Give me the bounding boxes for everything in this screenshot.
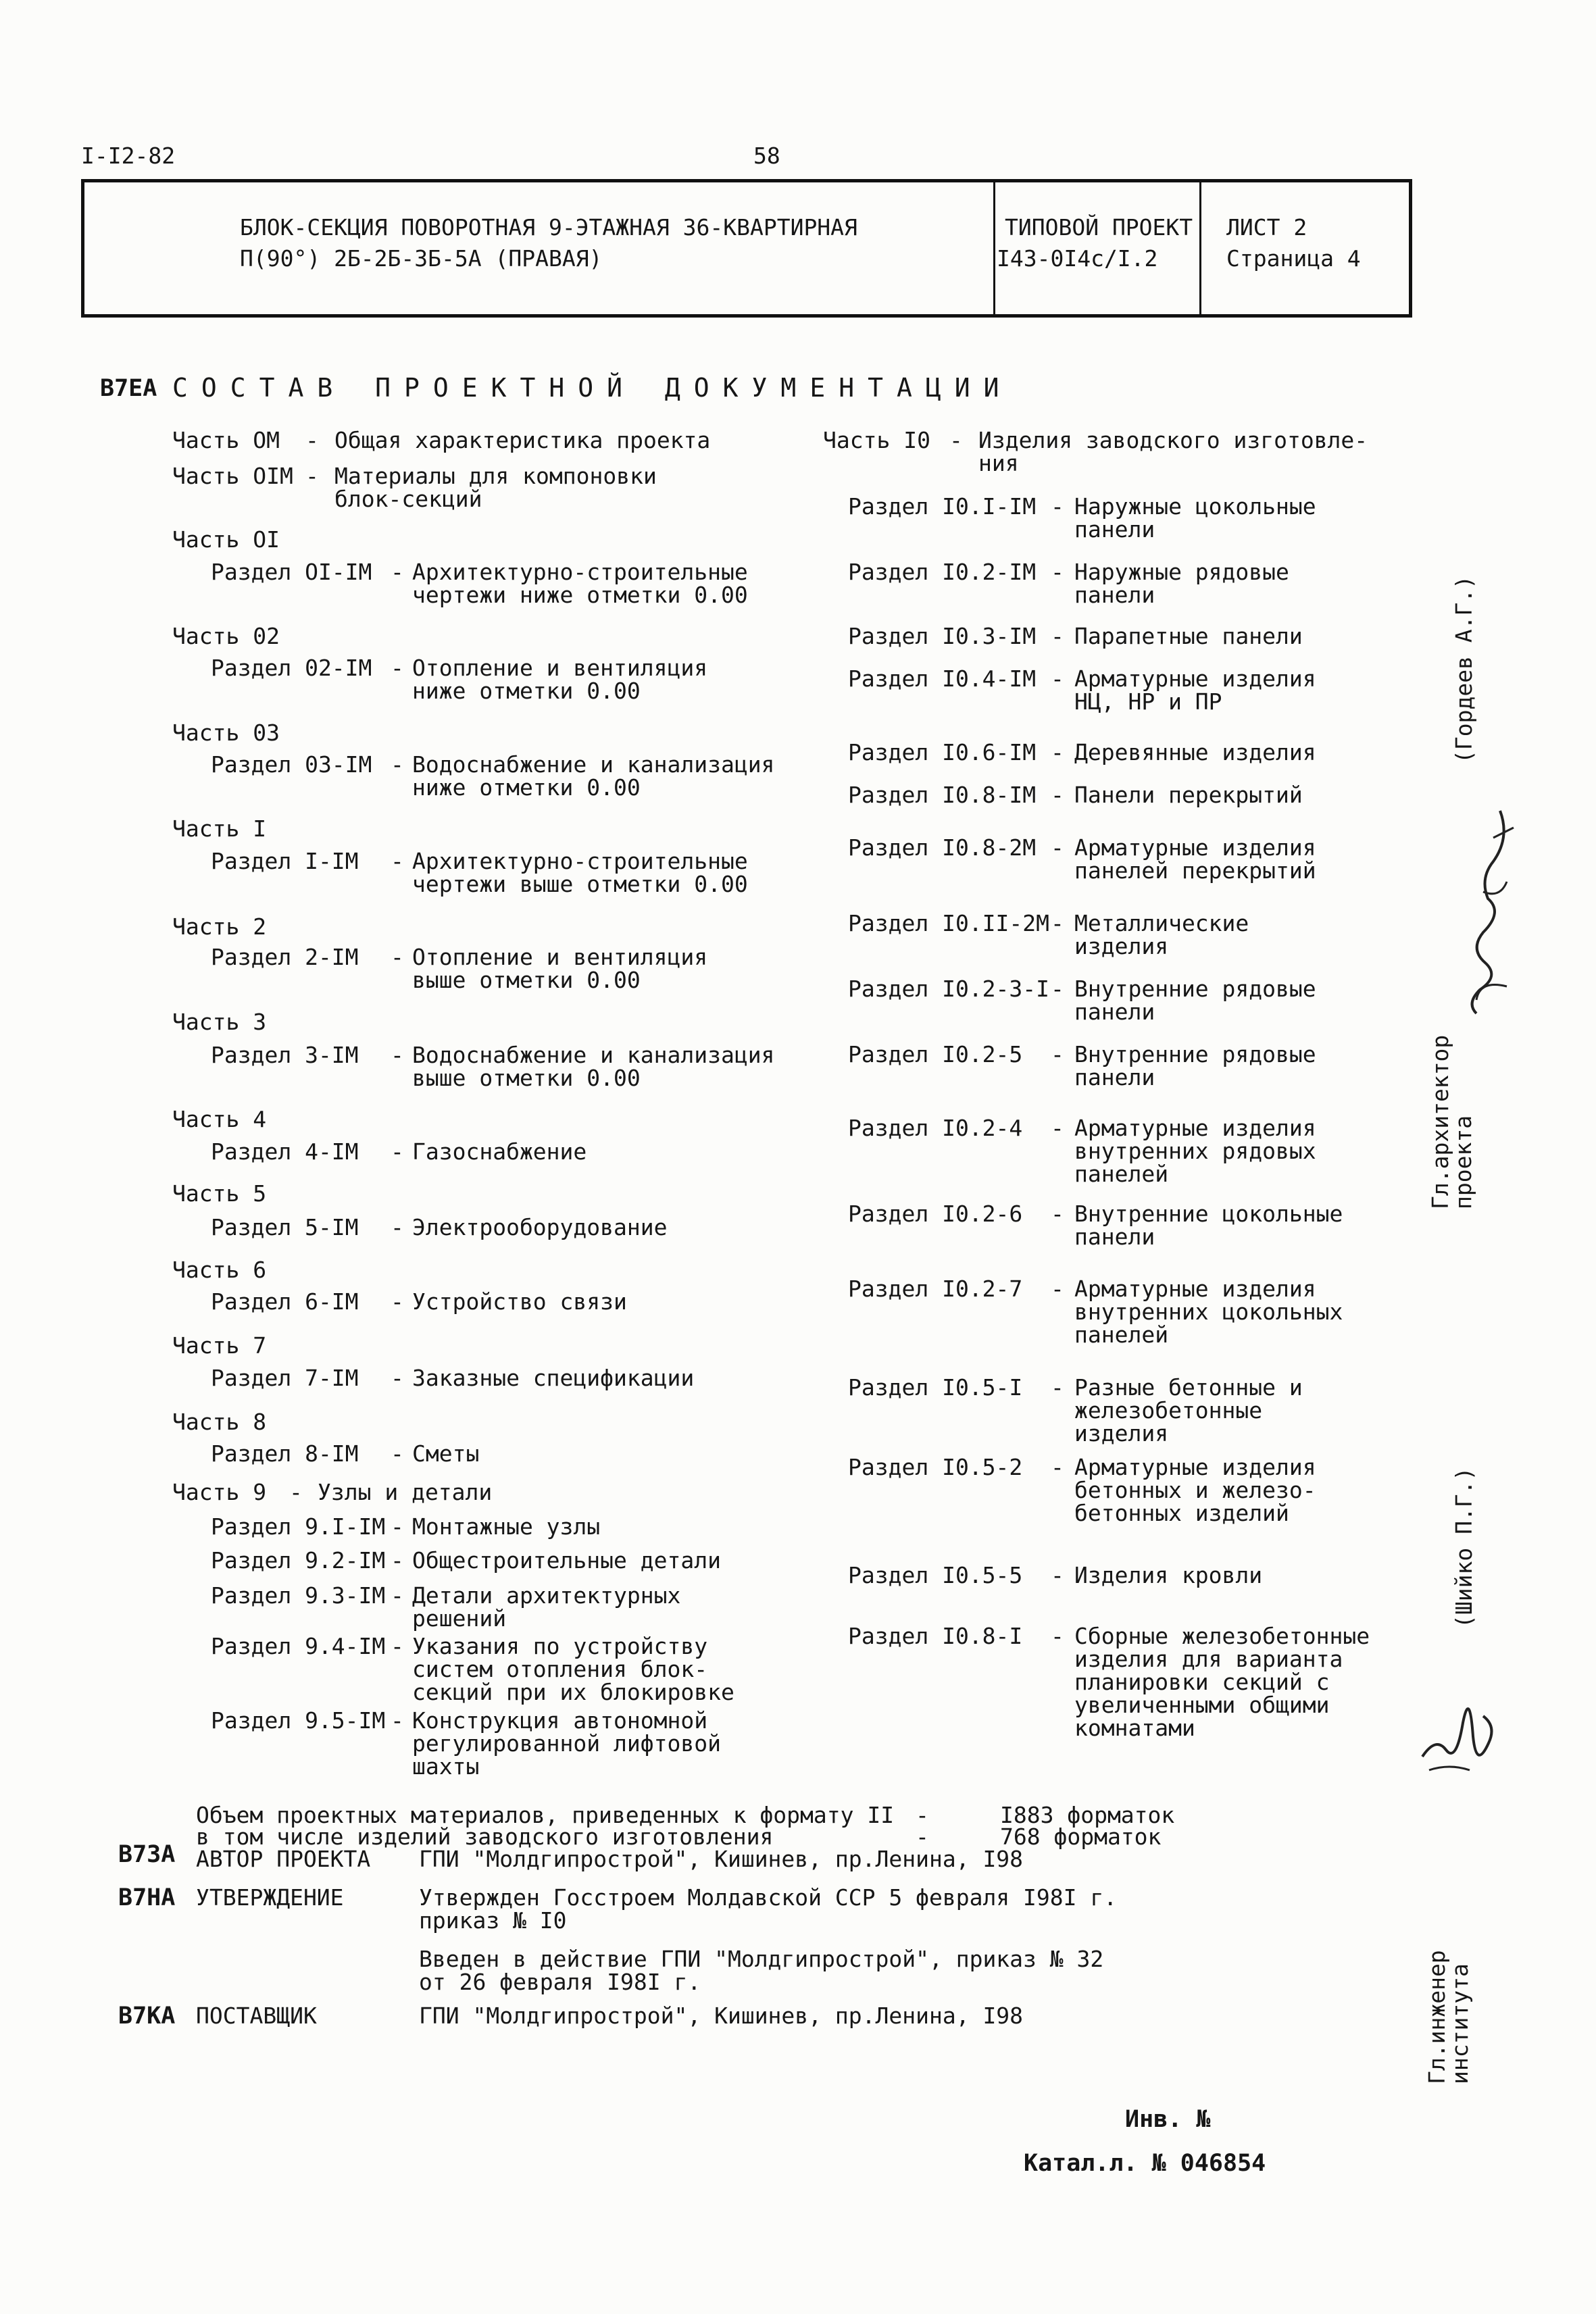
section-title: СОСТАВ ПРОЕКТНОЙ ДОКУМЕНТАЦИИ <box>172 373 1013 403</box>
entry-description: Отопление и вентиляция выше отметки 0.00 <box>412 944 708 993</box>
entry-description: Арматурные изделия внутренних цокольных панелей <box>1074 1276 1343 1348</box>
entry-dash: - <box>391 848 404 874</box>
entry-description: Отопление и вентиляция ниже отметки 0.00 <box>412 655 708 704</box>
page-number: 58 <box>753 143 780 169</box>
entry-dash: - <box>1051 559 1064 585</box>
entry-dash: - <box>391 1513 404 1540</box>
entry-dash: - <box>949 427 963 453</box>
entry-dash: - <box>1051 1276 1064 1302</box>
section-entry-label: Раздел 3-IМ <box>211 1042 359 1068</box>
section-entry-label: Раздел 5-IМ <box>211 1214 359 1240</box>
catalog-number: Катал.л. № 046854 <box>1024 2150 1266 2177</box>
entry-description: Устройство связи <box>412 1288 627 1315</box>
entry-dash: - <box>391 944 404 970</box>
entry-description: Водоснабжение и канализация выше отметки 0.00 <box>412 1042 775 1091</box>
entry-description: Материалы для компоновки блок-секций <box>334 463 657 512</box>
entry-dash: - <box>305 463 319 489</box>
part-entry-label: Часть ОI <box>172 526 280 553</box>
section-entry-label: Раздел I0.5-I <box>848 1374 1023 1401</box>
divider <box>1199 182 1201 314</box>
entry-dash: - <box>391 1138 404 1165</box>
entry-dash: - <box>1051 1562 1064 1588</box>
entry-description: Разные бетонные и железобетонные изделия <box>1074 1374 1303 1447</box>
part-entry-label: Часть I <box>172 815 267 842</box>
entry-dash: - <box>1051 1115 1064 1141</box>
entry-dash: - <box>1051 493 1064 520</box>
entry-description: Архитектурно-строительные чертежи ниже отметки 0.00 <box>412 559 748 608</box>
part-entry-label: Часть 3 <box>172 1009 267 1035</box>
entry-dash: - <box>391 1214 404 1240</box>
part-entry-label: Часть ОIМ <box>172 463 293 489</box>
section-code: В7ЕА <box>100 375 157 402</box>
entry-dash: - <box>1051 1374 1064 1401</box>
part-entry-label: Часть 02 <box>172 623 280 649</box>
project-number: I43-0I4с/I.2 <box>997 245 1158 272</box>
entry-description: Газоснабжение <box>412 1138 587 1165</box>
entry-dash: - <box>391 1288 404 1315</box>
volume-dash-1: - <box>916 1802 929 1828</box>
chief-engineer-role: Гл.инженер института <box>1424 1950 1473 2084</box>
section-entry-label: Раздел 9.4-IМ <box>211 1633 386 1659</box>
entry-description: Водоснабжение и канализация ниже отметки 0.00 <box>412 751 775 801</box>
section-entry-label: Раздел ОI-IМ <box>211 559 372 585</box>
entry-description: Сметы <box>412 1440 480 1467</box>
part-entry-label: Часть 4 <box>172 1106 267 1132</box>
supplier-label: ПОСТАВЩИК <box>196 2003 317 2029</box>
chief-architect-name: (Гордеев А.Г.) <box>1451 575 1477 763</box>
part-entry-label: Часть 6 <box>172 1257 267 1283</box>
entry-description: Арматурные изделия панелей перекрытий <box>1074 834 1316 884</box>
section-entry-label: Раздел I0.3-IМ <box>848 623 1037 649</box>
inventory-number: Инв. № <box>1125 2106 1211 2133</box>
entry-dash: - <box>391 1440 404 1467</box>
volume-line-1: Объем проектных материалов, приведенных к формату II <box>196 1802 895 1828</box>
entry-description: Изделия заводского изготовле- ния <box>978 427 1368 476</box>
entry-dash: - <box>305 427 319 453</box>
author-text: ГПИ "Молдгипрострой", Кишинев, пр.Ленина, I98 <box>419 1846 1024 1872</box>
part-entry-label: Часть 7 <box>172 1332 267 1359</box>
section-entry-label: Раздел I-IМ <box>211 848 359 874</box>
entry-dash: - <box>391 1707 404 1734</box>
section-entry-label: Раздел I0.8-I <box>848 1623 1023 1649</box>
entry-description: Панели перекрытий <box>1074 782 1303 808</box>
entry-dash: - <box>1051 1201 1064 1227</box>
section-entry-label: Раздел I0.2-IМ <box>848 559 1037 585</box>
entry-dash: - <box>1051 976 1064 1002</box>
entry-description: Внутренние рядовые панели <box>1074 1041 1316 1090</box>
section-entry-label: Раздел I0.5-2 <box>848 1454 1023 1480</box>
entry-dash: - <box>391 559 404 585</box>
section-entry-label: Раздел 7-IМ <box>211 1365 359 1391</box>
entry-dash: - <box>1051 782 1064 808</box>
section-entry-label: Раздел 4-IМ <box>211 1138 359 1165</box>
entry-description: Электрооборудование <box>412 1214 668 1240</box>
entry-dash: - <box>1051 623 1064 649</box>
author-code: В7ЗА <box>118 1841 176 1868</box>
section-entry-label: Раздел 02-IМ <box>211 655 372 681</box>
volume-line-2: в том числе изделий заводского изготовления <box>196 1823 774 1850</box>
section-entry-label: Раздел I0.II-2М <box>848 910 1050 936</box>
document-code: I-I2-82 <box>81 143 176 169</box>
divider <box>993 182 995 314</box>
entry-dash: - <box>1051 1623 1064 1649</box>
signature-engineer <box>1409 1676 1503 1777</box>
part-entry-label: Часть 8 <box>172 1409 267 1435</box>
entry-dash: - <box>391 1547 404 1574</box>
section-entry-label: Раздел 9.5-IМ <box>211 1707 386 1734</box>
entry-dash: - <box>1051 910 1064 936</box>
part-entry-label: Часть 03 <box>172 720 280 746</box>
entry-description: Общая характеристика проекта <box>334 427 711 453</box>
entry-dash: - <box>391 1042 404 1068</box>
entry-description: Детали архитектурных решений <box>412 1582 681 1632</box>
entry-dash: - <box>391 751 404 778</box>
entry-description: Внутренние цокольные панели <box>1074 1201 1343 1250</box>
approval-label: УТВЕРЖДЕНИЕ <box>196 1884 344 1911</box>
section-entry-label: Раздел I0.4-IМ <box>848 665 1037 692</box>
entry-dash: - <box>391 1365 404 1391</box>
entry-description: Конструкция автономной регулированной лифтовой шахты <box>412 1707 721 1780</box>
entry-dash: - <box>289 1479 303 1505</box>
entry-dash: - <box>391 655 404 681</box>
section-entry-label: Раздел I0.2-5 <box>848 1041 1023 1067</box>
part-entry-label: Часть 9 <box>172 1479 267 1505</box>
entry-description: Архитектурно-строительные чертежи выше отметки 0.00 <box>412 848 748 897</box>
entry-description: Арматурные изделия бетонных и железо- бетонных изделий <box>1074 1454 1316 1526</box>
entry-dash: - <box>1051 1454 1064 1480</box>
entry-description: Сборные железобетонные изделия для варианта планировки секций с увеличенными общими комнатами <box>1074 1623 1370 1741</box>
title-line-1: БЛОК-СЕКЦИЯ ПОВОРОТНАЯ 9-ЭТАЖНАЯ 36-КВАРТИРНАЯ <box>240 214 857 241</box>
title-block <box>81 179 1412 318</box>
part-entry-label: Часть 2 <box>172 913 267 940</box>
sheet-label: ЛИСТ 2 <box>1226 214 1307 241</box>
section-entry-label: Раздел 9.3-IМ <box>211 1582 386 1609</box>
volume-dash-2: - <box>916 1823 929 1850</box>
author-label: АВТОР ПРОЕКТА <box>196 1846 371 1872</box>
entry-description: Узлы и детали <box>318 1479 493 1505</box>
section-entry-label: Раздел I0.8-2М <box>848 834 1037 861</box>
entry-description: Металлические изделия <box>1074 910 1249 959</box>
section-entry-label: Раздел I0.2-7 <box>848 1276 1023 1302</box>
title-line-2: П(90°) 2Б-2Б-3Б-5А (ПРАВАЯ) <box>240 245 603 272</box>
entry-dash: - <box>391 1633 404 1659</box>
entry-description: Заказные спецификации <box>412 1365 695 1391</box>
supplier-code: В7КА <box>118 2003 176 2030</box>
entry-dash: - <box>1051 739 1064 765</box>
entry-description: Указания по устройству систем отопления блок- секций при их блокировке <box>412 1633 734 1705</box>
section-entry-label: Раздел 03-IМ <box>211 751 372 778</box>
entry-description: Арматурные изделия НЦ, НР и ПР <box>1074 665 1316 715</box>
entry-dash: - <box>1051 665 1064 692</box>
entry-description: Общестроительные детали <box>412 1547 721 1574</box>
section-entry-label: Раздел I0.2-6 <box>848 1201 1023 1227</box>
supplier-text: ГПИ "Молдгипрострой", Кишинев, пр.Ленина, I98 <box>419 2003 1024 2029</box>
chief-architect-role: Гл.архитектор проекта <box>1427 1034 1476 1209</box>
section-entry-label: Раздел 6-IМ <box>211 1288 359 1315</box>
part-entry-label: Часть I0 <box>823 427 930 453</box>
approval-code: В7НА <box>118 1884 176 1911</box>
project-label: ТИПОВОЙ ПРОЕКТ <box>1005 214 1193 241</box>
entry-description: Наружные цокольные панели <box>1074 493 1316 543</box>
chief-engineer-name: (Шийко П.Г.) <box>1451 1467 1477 1628</box>
part-entry-label: Часть 5 <box>172 1180 267 1207</box>
entry-description: Деревянные изделия <box>1074 739 1316 765</box>
section-entry-label: Раздел 9.I-IМ <box>211 1513 386 1540</box>
section-entry-label: Раздел 9.2-IМ <box>211 1547 386 1574</box>
section-entry-label: Раздел I0.2-3-I <box>848 976 1050 1002</box>
section-entry-label: Раздел I0.I-IМ <box>848 493 1037 520</box>
entry-description: Изделия кровли <box>1074 1562 1263 1588</box>
entry-description: Парапетные панели <box>1074 623 1303 649</box>
section-entry-label: Раздел I0.8-IМ <box>848 782 1037 808</box>
signature-architect <box>1412 797 1520 1020</box>
entry-dash: - <box>1051 834 1064 861</box>
entry-dash: - <box>391 1582 404 1609</box>
entry-description: Внутренние рядовые панели <box>1074 976 1316 1025</box>
section-entry-label: Раздел I0.5-5 <box>848 1562 1023 1588</box>
part-entry-label: Часть ОМ <box>172 427 280 453</box>
section-entry-label: Раздел 8-IМ <box>211 1440 359 1467</box>
section-entry-label: Раздел I0.2-4 <box>848 1115 1023 1141</box>
entry-description: Арматурные изделия внутренних рядовых панелей <box>1074 1115 1316 1187</box>
approval-text-1: Утвержден Госстроем Молдавской ССР 5 февраля I98I г. приказ № I0 <box>419 1884 1118 1934</box>
volume-value-1: I883 форматок <box>1000 1802 1175 1828</box>
entry-description: Монтажные узлы <box>412 1513 601 1540</box>
section-entry-label: Раздел I0.6-IМ <box>848 739 1037 765</box>
volume-value-2: 768 форматок <box>1000 1823 1162 1850</box>
section-entry-label: Раздел 2-IМ <box>211 944 359 970</box>
entry-description: Наружные рядовые панели <box>1074 559 1289 608</box>
sheet-page: Страница 4 <box>1226 245 1361 272</box>
approval-text-2: Введен в действие ГПИ "Молдгипрострой", приказ № 32 от 26 февраля I98I г. <box>419 1946 1104 1995</box>
entry-dash: - <box>1051 1041 1064 1067</box>
